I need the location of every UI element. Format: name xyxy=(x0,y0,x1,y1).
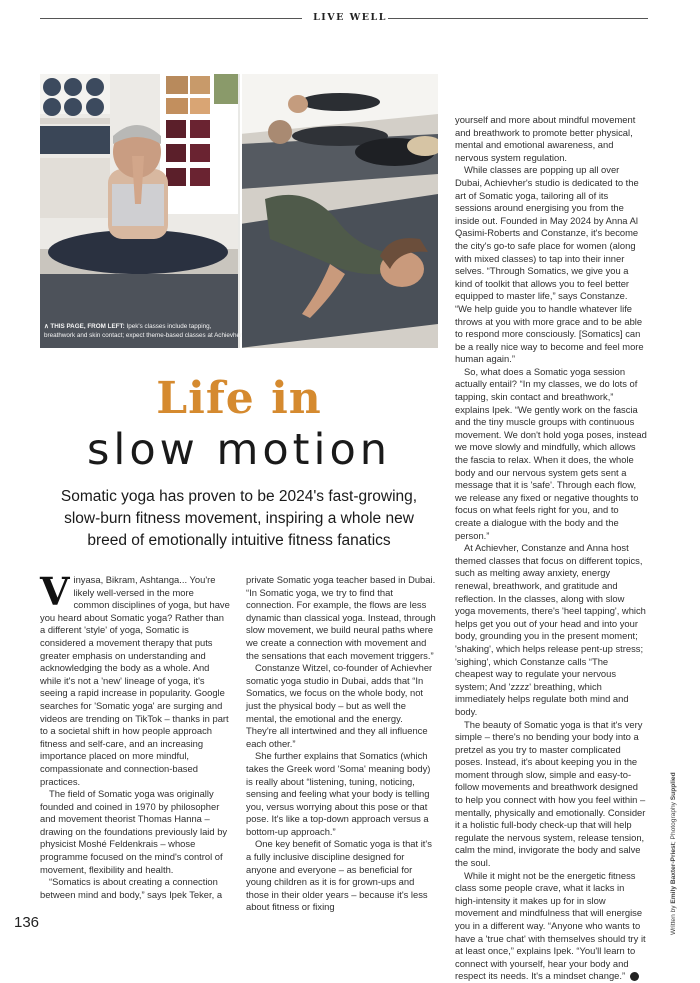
section-label: LIVE WELL xyxy=(313,12,387,23)
drop-cap: V xyxy=(40,569,70,614)
paragraph-final-text: While it might not be the energetic fitness class some people crave, what it lacks in high-intensity it makes up for in slow movement and mindfulness that will energise you in a different way. “Anyone who wants to have a 'true chat' with themselves should try it at least once,” explains Ipek. “You'll learn to connect with yourself, hear your body and respect its needs. It's a mindset change.” xyxy=(455,869,646,982)
article-column-2 xyxy=(246,574,436,914)
paragraph: She further explains that Somatics (which takes the Greek word 'Soma' meaning body) is really about “listening, tuning, noticing, sensing and feeling what your body is telling you, versus worrying about this pose or that pose. It's like a top-down approach versus a bottom-up approach.” xyxy=(246,750,431,837)
headline-line-1: Life in xyxy=(156,373,322,424)
caption-lead: ∧ THIS PAGE, FROM LEFT: xyxy=(44,323,125,330)
paragraph: Constanze Witzel, co-founder of Achievher somatic yoga studio in Dubai, adds that “In Somatics, we focus on the whole body, not just the physical body – but as well the mental, the emotional and the energy. They're all intertwined and they all influence each other.” xyxy=(246,662,433,749)
header-rule-right xyxy=(388,18,648,19)
section-header xyxy=(0,8,700,30)
credit-prefix: Written by xyxy=(670,903,677,935)
article-photo xyxy=(40,74,438,348)
paragraph: While classes are popping up all over Dubai, Achievher's studio is dedicated to the art of Somatic yoga, tailoring all of its sessions around energising you from the inside out. Founded in May 2024 by Anna Al Qasimi-Roberts and Constanze, it's become the city's go-to safe place for women (along with mixed classes) to tap into their inner selves. “Through Somatics, we give you a kind of toolkit that allows you to feel better equipped to master life,” says Constanze. “We help guide you to handle whatever life throws at you with more grace and to be able to respond more consciously. [Somatics] can be a really nice way to become and feel more human again.” xyxy=(455,164,644,365)
article-column-1 xyxy=(40,569,230,901)
paragraph: The field of Somatic yoga was originally founded and coined in 1970 by philosopher and movement theorist Thomas Hanna – drawing on the foundations previously laid by physicist Moshé Feldenkrais – whose programme focused on the mind's control of movement, flexibility and health. xyxy=(40,788,228,875)
standfirst: Somatic yoga has proven to be 2024's fast-growing, slow-burn fitness movement, inspiring a whole new breed of emotionally intuitive fitness fanatics xyxy=(60,488,418,549)
caption-text: Ipek's classes include tapping, breathwork and skin contact; expect theme-based classes at Achievher xyxy=(44,323,243,339)
photo-caption xyxy=(44,322,244,340)
paragraph: inyasa, Bikram, Ashtanga... You're likely well-versed in the more common disciplines of yoga, but have you heard about Somatic yoga? Rather than a different 'style' of yoga, Somatic is considered a movement therapy that puts greater emphasis on understanding and acknowledging the body as a whole. And while it's not a 'new' lineage of yoga, it's seeing a rapid increase in popularity. Google searches for 'Somatic yoga' are surging and videos are trending on TikTok – thanks in part to a societal shift in how people approach fitness and self-care, and an increasing importance placed on more mindful, compassionate and connection-based practices. xyxy=(40,574,230,787)
end-mark-icon: f xyxy=(630,972,639,981)
paragraph: yourself and more about mindful movement and breathwork to promote better physical, mental and emotional awareness, and nervous system regulation. xyxy=(455,114,636,163)
paragraph: “Somatics is about creating a connection between mind and body,” says Ipek Teker, a xyxy=(40,876,223,900)
photo-credit: Supplied xyxy=(670,772,677,801)
author-name: Emily Baxter-Priest xyxy=(670,843,677,904)
article-column-3 xyxy=(455,114,647,983)
paragraph: private Somatic yoga teacher based in Dubai. “In Somatic yoga, we try to find that connection. For example, the flows are less dynamic than classical yoga. Instead, through slow movement, we build neural paths where we create a connection with movement and the sensations that each movement triggers.” xyxy=(246,574,436,661)
credits xyxy=(670,685,677,935)
paragraph: One key benefit of Somatic yoga is that it's a fully inclusive discipline designed for anyone and everyone – as beneficial for young children as it is for grown-ups and those in their older years – because it's less about fitness or fixing xyxy=(246,838,432,913)
paragraph-final xyxy=(455,870,647,983)
photo-prefix: ; Photography xyxy=(670,800,677,844)
paragraph: So, what does a Somatic yoga session actually entail? “In my classes, we do lots of tapping, skin contact and breathwork,” explains Ipek. “We gently work on the fascia and the tiny muscle groups with continuous movement. We don't hold yoga poses, instead we move slowly and mindfully, which allows the fascia to relax. When it does, the whole body and our nervous system gets sent a message that it is 'safe'. Through each flow, we release any fixed or negative thoughts to focus on what feels right for you, and to create a dialogue with the body and the person.” xyxy=(455,365,647,541)
headline-line-2: slow motion xyxy=(86,425,392,475)
paragraph: At Achievher, Constanze and Anna host themed classes that focus on different topics, such as melting away anxiety, energy renewal, breathwork, and gratitude and reflection. In the classes, along with slow yoga movements, there's 'heel tapping', which helps get you out of your head and into your body, grounding you in the present moment; 'shaking', which helps release pent-up stress; 'sighing', which Constanze calls “The cheapest way to regulate your nervous system; And 'zzzz' breathing, which immediately helps regulate both mind and body. xyxy=(455,542,646,717)
page-number: 136 xyxy=(14,914,40,931)
paragraph: The beauty of Somatic yoga is that it's very simple – there's no bending your body into a pretzel as you try to master complicated poses. Instead, it's about keeping you in the moment through slow, simple and easy-to-follow movements and breathwork designed to help you connect with how you feel within – mentally, physically and emotionally. Consider it a holistic full-body check-up that will help regulate the nervous system, release tension, calm the mind, invigorate the body and salve the soul. xyxy=(455,718,646,869)
yoga-photo-illustration xyxy=(40,74,438,348)
